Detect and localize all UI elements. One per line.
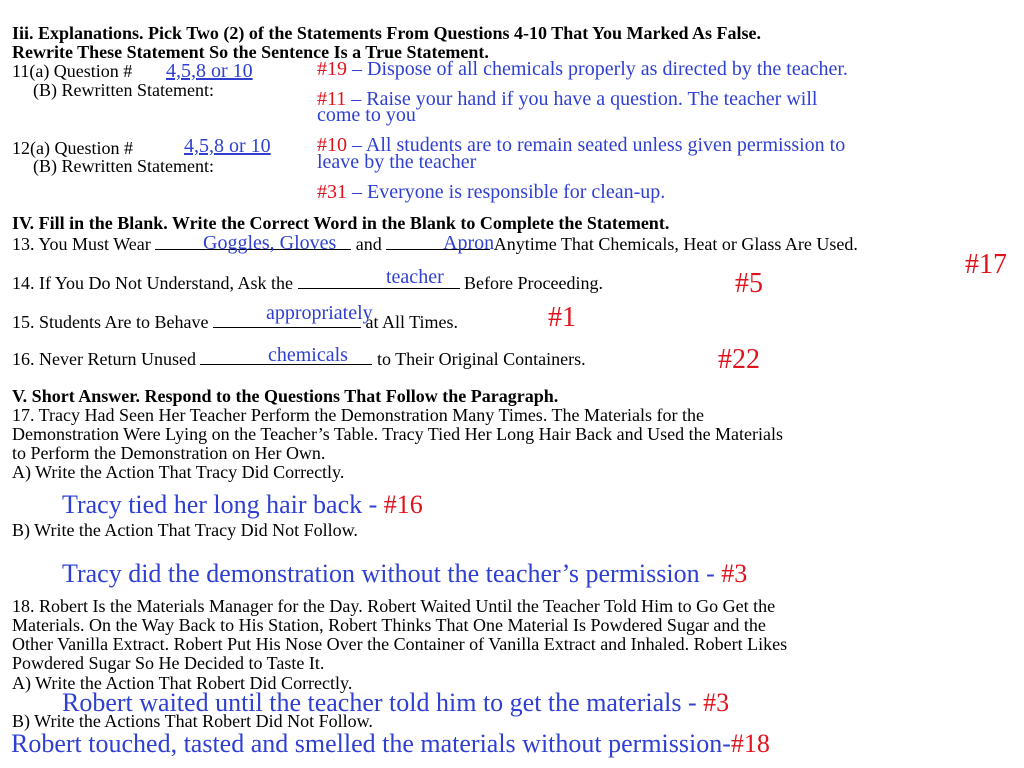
- q17b-answer: [62, 561, 747, 587]
- q13-ref: #17: [965, 249, 1007, 280]
- q12a-label: 12(a) Question #: [12, 138, 133, 158]
- q15: [12, 312, 458, 331]
- section5-heading: V. Short Answer. Respond to the Questions That Follow the Paragraph.: [12, 386, 559, 406]
- q18b-ref: #18: [730, 729, 770, 758]
- q18b-prompt: B) Write the Actions That Robert Did Not Follow.: [12, 711, 373, 731]
- q12a-answer: [184, 136, 271, 156]
- rule-number: #10: [317, 134, 347, 156]
- q18-line2: Materials. On the Way Back to His Station, Robert Thinks That One Material Is Powdered Sugar and the: [12, 615, 766, 635]
- q11a-label: 11(a) Question #: [12, 61, 133, 81]
- q14: [12, 273, 603, 292]
- answer-line-1: [317, 59, 848, 79]
- q18-line1: 18. Robert Is the Materials Manager for the Day. Robert Waited Until the Teacher Told Him to Go Get the: [12, 596, 776, 616]
- q14-ref: #5: [735, 268, 763, 299]
- q13-answer1: Goggles, Gloves: [203, 232, 337, 254]
- q18-line4: Powdered Sugar So He Decided to Taste It.: [12, 653, 325, 673]
- q18b-answer: [11, 731, 770, 757]
- q12b-label: (B) Rewritten Statement:: [33, 156, 214, 176]
- q13-mid: and: [355, 234, 382, 254]
- q18-line3: Other Vanilla Extract. Robert Put His Nose Over the Container of Vanilla Extract and Inhaled. Robert Likes: [12, 634, 788, 654]
- q16-ref: #22: [718, 344, 760, 375]
- q14-answer: teacher: [386, 266, 444, 288]
- answer-line-2b: come to you: [317, 104, 416, 126]
- q17a-prompt: A) Write the Action That Tracy Did Correctly.: [12, 462, 345, 482]
- q12a-answer-text: 4,5,8 or 10: [184, 135, 271, 157]
- q15-prefix: 15. Students Are to Behave: [12, 312, 209, 332]
- q13-suffix: Anytime That Chemicals, Heat or Glass Are Used.: [493, 234, 858, 254]
- section4-heading: IV. Fill in the Blank. Write the Correct Word in the Blank to Complete the Statement.: [12, 213, 670, 233]
- q11a-answer: 4,5,8 or 10: [166, 60, 253, 82]
- q17-line3: to Perform the Demonstration on Her Own.: [12, 443, 326, 463]
- rule-text: – All students are to remain seated unless given permission to: [347, 134, 846, 156]
- q17-line1: 17. Tracy Had Seen Her Teacher Perform the Demonstration Many Times. The Materials for the: [12, 405, 704, 425]
- q14-prefix: 14. If You Do Not Understand, Ask the: [12, 273, 293, 293]
- q17a-answer: [62, 492, 423, 518]
- q17b-ref: #3: [721, 559, 748, 588]
- q15-ref: #1: [548, 302, 576, 333]
- q18b-answer-text: Robert touched, tasted and smelled the materials without permission-: [11, 729, 731, 758]
- section3-heading-line1: Iii. Explanations. Pick Two (2) of the Statements From Questions 4-10 That You Marked As False.: [12, 23, 762, 43]
- q18a-ref: #3: [703, 688, 730, 717]
- q13: [12, 234, 858, 253]
- rule-text: – Raise your hand if you have a question. The teacher will: [346, 88, 818, 110]
- q16-suffix: to Their Original Containers.: [376, 349, 586, 369]
- section3-heading-line2: Rewrite These Statement So the Sentence Is a True Statement.: [12, 42, 489, 62]
- q11b-label: (B) Rewritten Statement:: [33, 80, 214, 100]
- rule-text: – Everyone is responsible for clean-up.: [347, 181, 666, 203]
- q16-answer: chemicals: [268, 344, 348, 366]
- q17a-ref: #16: [383, 490, 423, 519]
- q17a-answer-text: Tracy tied her long hair back -: [62, 490, 384, 519]
- answer-line-4: [317, 182, 665, 202]
- q18a-prompt: A) Write the Action That Robert Did Correctly.: [12, 673, 353, 693]
- q14-suffix: Before Proceeding.: [464, 273, 603, 293]
- rule-text: – Dispose of all chemicals properly as directed by the teacher.: [347, 58, 848, 80]
- rule-number: #19: [317, 58, 347, 80]
- q17b-answer-text: Tracy did the demonstration without the teacher’s permission -: [62, 559, 722, 588]
- rule-number: #31: [317, 181, 347, 203]
- q15-suffix: at All Times.: [365, 312, 459, 332]
- q16-prefix: 16. Never Return Unused: [12, 349, 196, 369]
- q18a-answer-text: Robert waited until the teacher told him to get the materials -: [62, 688, 704, 717]
- q15-answer: appropriately: [266, 302, 373, 324]
- q17b-prompt: B) Write the Action That Tracy Did Not Follow.: [12, 520, 358, 540]
- q17-line2: Demonstration Were Lying on the Teacher’s Table. Tracy Tied Her Long Hair Back and Used the Materials: [12, 424, 784, 444]
- rule-number: #11: [317, 88, 347, 110]
- q13-prefix: 13. You Must Wear: [12, 234, 151, 254]
- answer-line-3b: leave by the teacher: [317, 151, 477, 173]
- q13-answer2: Apron: [443, 232, 495, 254]
